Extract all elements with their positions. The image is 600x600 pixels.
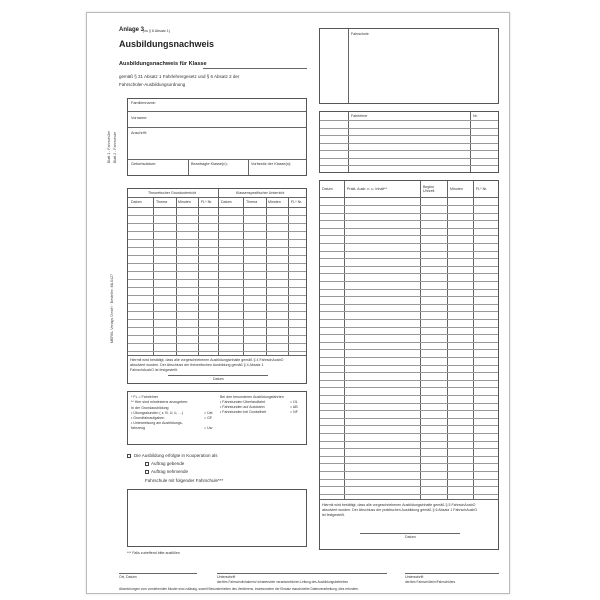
table-row-line	[320, 456, 498, 457]
table-row-line	[320, 228, 498, 229]
table-row-line	[320, 251, 498, 252]
table-row-line	[128, 351, 306, 352]
legend-grund-code: = Uw	[204, 426, 213, 430]
auftrag-nehmende-label: Auftrag nehmende	[151, 469, 189, 474]
table-row-line	[320, 463, 498, 464]
theory-confirm-3: FahrschAusbO ist festgestellt.	[130, 368, 178, 372]
class-label: Ausbildungsnachweis für Klasse	[119, 61, 207, 67]
table-row-line	[128, 295, 306, 296]
ort-datum-line[interactable]	[119, 573, 197, 574]
table-row-line	[320, 220, 498, 221]
disclaimer: Abweichungen vom vorstehenden Muster sind zulässig, soweit Besonderheiten des Verfahrens, insbesondere der Einsatz maschineller Datenverarbeitung, dies erfordern.	[119, 587, 360, 591]
page-title: Ausbildungsnachweis	[119, 39, 215, 49]
table-row-line	[320, 273, 498, 274]
table-row-line	[128, 239, 306, 240]
vorname-label: Vorname:	[131, 116, 148, 120]
signature-student-label: Unterschrift	[405, 575, 424, 579]
theory-col-fl-1: FL* Nr.	[201, 200, 213, 204]
table-row-line	[320, 165, 498, 166]
legend-fl: * FL = Fahrlehrer	[131, 395, 159, 399]
legend-besondere-code: = ÜL	[290, 400, 298, 404]
table-row-line	[128, 343, 306, 344]
fahrlehrer-table	[319, 111, 499, 173]
table-row-line	[320, 289, 498, 290]
table-row-line	[128, 287, 306, 288]
vorbesitz-label: Vorbesitz der Klasse(n):	[251, 162, 292, 166]
legend-besondere-item: • Fahrstunden Überlandfahrt	[220, 400, 266, 404]
cooperation-label: Die Ausbildung erfolgte in Kooperation als	[134, 453, 218, 458]
practical-col-datum: Datum	[322, 187, 333, 191]
class-input-line[interactable]	[203, 68, 307, 69]
geburtsdatum-label: Geburtsdatum:	[131, 162, 157, 166]
practical-date-label: Datum	[405, 535, 416, 539]
familienname-label: Familienname:	[131, 101, 156, 105]
legend-besondere-code: = NF	[290, 410, 298, 414]
table-row-line	[320, 441, 498, 442]
table-row-line	[320, 395, 498, 396]
table-row-line	[320, 235, 498, 236]
anlage-label: Anlage 3	[119, 27, 145, 33]
table-row-line	[128, 327, 306, 328]
legend-grund-item: • Grundfahraufgaben	[131, 416, 165, 420]
theory-col-minuten-1: Minuten	[178, 200, 191, 204]
side-label-copy-2: Blatt 2 - Fahrschule	[113, 131, 117, 163]
legend-grund-item: • Übungsstunden ( z. B. U, ü, …)	[131, 411, 184, 415]
signature-school-label: Unterschrift	[217, 575, 236, 579]
legend-grund-code: = Üst	[204, 411, 213, 415]
table-row-line	[128, 263, 306, 264]
side-label-copy-1: Blatt 1 - Fahrschüler	[107, 130, 111, 163]
table-row-line	[320, 311, 498, 312]
legend-besondere-item: • Fahrstunden bei Dunkelheit	[220, 410, 267, 414]
practical-col-beginn: Beginn Uhrzeit	[423, 185, 435, 193]
table-row-line	[320, 281, 498, 282]
theory-group-2: Klassenspezifischer Unterricht	[236, 191, 285, 195]
beantragte-klasse-label: Beantragte Klasse(n):	[191, 162, 228, 166]
theory-confirm-1: Hiermit wird bestätigt, dass alle vorgeschriebenen Ausbildungsinhalte gemäß § 4 FahrschAusbO	[130, 358, 284, 362]
table-row-line	[320, 372, 498, 373]
fahrschule-label: Fahrschule	[351, 32, 369, 36]
auftrag-gebende-checkbox[interactable]	[145, 462, 149, 466]
fahrlehrer-label: Fahrlehrer	[351, 114, 368, 118]
table-row-line	[320, 410, 498, 411]
practical-confirm-2: absolviert wurden. Der Abschluss der praktischen Ausbildung gemäß § 6 Absatz 1 FahrschAusbO	[322, 508, 478, 512]
table-row-line	[128, 223, 306, 224]
table-row-line	[320, 433, 498, 434]
theory-date-line[interactable]	[168, 375, 268, 376]
anschrift-field[interactable]	[168, 129, 304, 157]
practical-table	[319, 180, 499, 550]
theory-col-fl-2: FL* Nr.	[291, 200, 303, 204]
theory-col-minuten-2: Minuten	[268, 200, 281, 204]
table-row-line	[320, 319, 498, 320]
table-row-line	[320, 486, 498, 487]
signature-school-sub: der/des Fahrschulinhaberin/-inhabers/der verantwortlichen Leitung des Ausbildungsbetriebes	[217, 580, 348, 584]
legend-hier: ** Hier sind mindestens anzugeben:	[131, 400, 189, 404]
table-row-line	[320, 342, 498, 343]
table-row-line	[320, 494, 498, 495]
side-label-publisher: MERKL Verlags GmbH · Bestellnr. MLS427	[110, 274, 114, 343]
practical-date-line[interactable]	[360, 533, 460, 534]
theory-confirm-2: absolviert wurden. Der Abschluss der theoretischen Ausbildung gemäß § 4 Absatz 1	[130, 363, 264, 367]
practical-col-inhalt: Prakt. Ausb. n. u. Inhalt**	[347, 187, 387, 191]
auftrag-gebende-label: Auftrag gebende	[151, 461, 185, 466]
table-row-line	[320, 403, 498, 404]
practical-col-fl: FL* Nr.	[476, 187, 488, 191]
table-row-line	[320, 471, 498, 472]
legend-grund-code: = GF	[204, 416, 213, 420]
theory-col-thema-2: Thema	[246, 200, 258, 204]
table-row-line	[128, 335, 306, 336]
signature-school-line[interactable]	[217, 573, 387, 574]
theory-table	[127, 188, 307, 384]
cooperation-checkbox[interactable]	[127, 454, 131, 458]
cooperation-footnote: *** Falls zutreffend bitte ausfüllen	[127, 551, 180, 555]
theory-date-label: Datum	[213, 377, 224, 381]
fahrschule-box[interactable]	[319, 28, 499, 104]
table-row-line	[320, 158, 498, 159]
table-row-line	[320, 128, 498, 129]
practical-confirm-1: Hiermit wird bestätigt, dass alle vorgeschriebenen Ausbildungsinhalte gemäß § 5 FahrschAusbO	[322, 503, 476, 507]
signature-student-line[interactable]	[405, 573, 499, 574]
anlage-ref: (zu § 6 Absatz 1)	[143, 29, 170, 33]
legend-besondere-item: • Fahrstunden auf Autobahn	[220, 405, 265, 409]
personal-data-box	[127, 98, 307, 176]
table-row-line	[128, 271, 306, 272]
table-row-line	[128, 311, 306, 312]
legend-grund-title: In der Grundausbildung	[131, 406, 169, 410]
form-sheet	[86, 12, 510, 594]
table-row-line	[320, 266, 498, 267]
table-row-line	[320, 327, 498, 328]
table-row-line	[320, 357, 498, 358]
partner-school-label: Fahrschule mit folgender Fahrschule***	[145, 478, 224, 483]
familienname-field[interactable]	[168, 100, 304, 110]
practical-col-minuten: Minuten	[450, 187, 463, 191]
table-row-line	[128, 231, 306, 232]
theory-col-thema-1: Thema	[156, 200, 168, 204]
table-row-line	[320, 304, 498, 305]
table-row-line	[320, 120, 498, 121]
table-row-line	[320, 150, 498, 151]
vorname-field[interactable]	[168, 113, 304, 125]
practical-confirm-3: ist festgestellt.	[322, 513, 345, 517]
legend-besondere-code: = AB	[290, 405, 298, 409]
partner-school-field[interactable]	[127, 489, 307, 547]
table-row-line	[320, 418, 498, 419]
table-row-line	[320, 243, 498, 244]
legend-grund-item: • Unterweisung am Ausbildungs-	[131, 421, 183, 425]
anschrift-label: Anschrift:	[131, 131, 147, 135]
signature-student-sub: der/des Fahrschülerin/Fahrschülers	[405, 580, 456, 584]
table-row-line	[320, 425, 498, 426]
table-row-line	[320, 365, 498, 366]
theory-col-datum-2: Datum	[221, 200, 232, 204]
theory-group-1: Theoretischer Grundunterricht	[148, 191, 196, 195]
table-row-line	[128, 279, 306, 280]
table-row-line	[128, 319, 306, 320]
table-row-line	[128, 215, 306, 216]
table-row-line	[320, 448, 498, 449]
theory-col-datum-1: Datum	[131, 200, 142, 204]
table-row-line	[320, 334, 498, 335]
legend-besondere-title: Bei den besonderen Ausbildungsfahrten	[220, 395, 284, 399]
legend-box	[127, 391, 307, 445]
table-row-line	[320, 387, 498, 388]
table-row-line	[320, 213, 498, 214]
auftrag-nehmende-checkbox[interactable]	[145, 470, 149, 474]
law-line-2: Fahrschüler-Ausbildungsordnung	[119, 82, 186, 87]
table-row-line	[128, 303, 306, 304]
table-row-line	[320, 205, 498, 206]
table-row-line	[320, 258, 498, 259]
table-row-line	[320, 143, 498, 144]
law-line-1: gemäß § 31 Absatz 1 Fahrlehrergesetz und § 6 Absatz 2 der	[119, 74, 240, 79]
table-row-line	[320, 349, 498, 350]
table-row-line	[128, 247, 306, 248]
table-row-line	[320, 479, 498, 480]
table-row-line	[320, 135, 498, 136]
legend-grund-item: fahrzeug	[131, 426, 145, 430]
table-row-line	[320, 380, 498, 381]
ort-datum-label: Ort, Datum	[119, 575, 137, 579]
table-row-line	[128, 255, 306, 256]
fahrlehrer-nr-label: Nr.	[473, 114, 478, 118]
table-row-line	[320, 296, 498, 297]
